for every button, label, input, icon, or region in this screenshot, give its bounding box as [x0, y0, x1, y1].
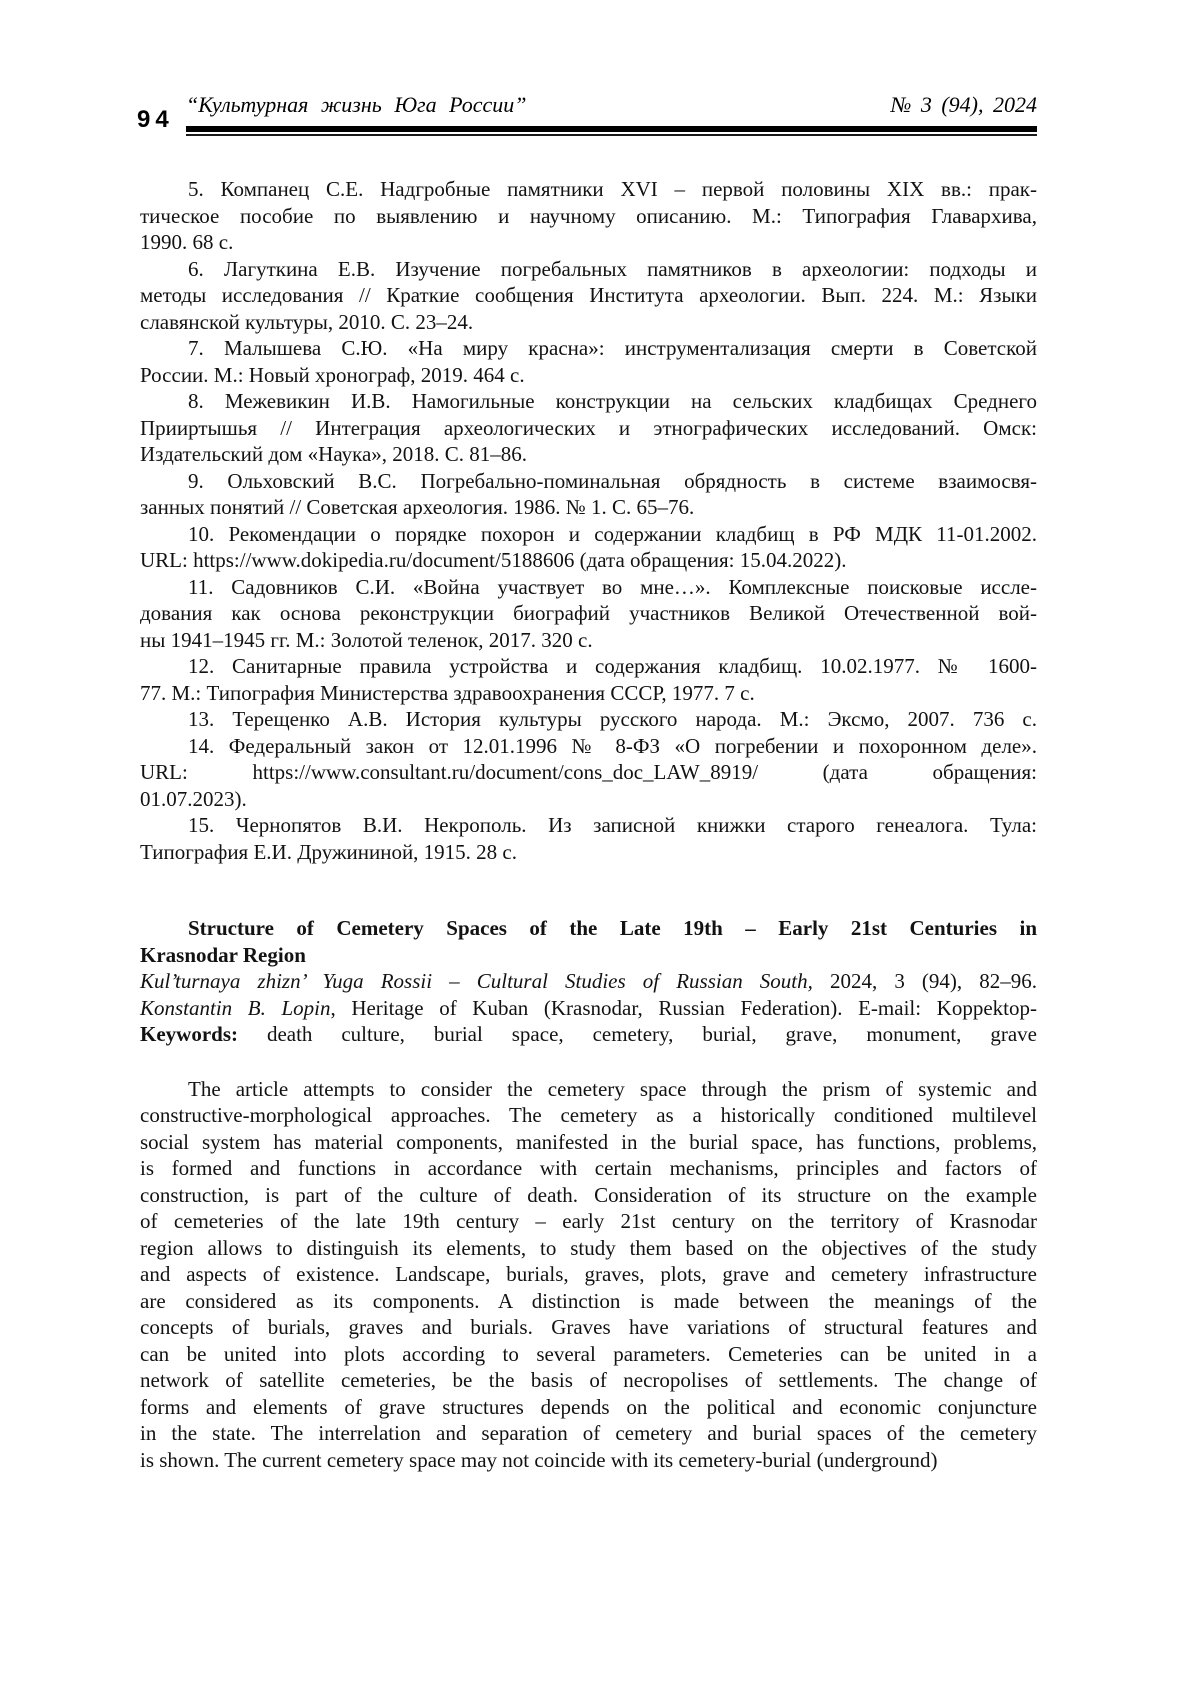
text-line: Krasnodar Region	[140, 942, 306, 967]
abstract-text	[140, 1076, 1037, 1474]
text-line: 5. Компанец С.Е. Надгробные памятники XVI – первой половины XIX вв.: прак-	[188, 177, 1037, 201]
italic-text: Kul’turnaya zhizn’ Yuga Rossii – Cultural Studies of Russian South,	[140, 969, 813, 993]
text-line: The article attempts to consider the cemetery space through the prism of systemic and	[188, 1076, 1037, 1101]
text-line: славянской культуры, 2010. С. 23–24.	[140, 309, 474, 334]
meta-paragraph	[140, 1021, 1037, 1048]
reference-item	[140, 256, 1037, 336]
plain-text: death culture, burial space, cemetery, burial, grave, monument, grave	[238, 1022, 1037, 1046]
text-line: Издательский дом «Наука», 2018. С. 81–86.	[140, 442, 528, 466]
reference-item	[140, 176, 1037, 256]
text-line: network of satellite cemeteries, be the basis of necropolises of settlements. The change of	[140, 1368, 1037, 1392]
text-line: Прииртышья // Интеграция археологических и этнографических исследований. Омск:	[140, 415, 1037, 440]
text-line: is formed and functions in accordance with certain mechanisms, principles and factors of	[140, 1156, 1037, 1180]
text-line: 15. Чернопятов В.И. Некрополь. Из записной книжки старого генеалога. Тула:	[188, 813, 1037, 837]
text-line: region allows to distinguish its elements, to study them based on the objectives of the study	[140, 1235, 1037, 1260]
text-line: concepts of burials, graves and burials. Graves have variations of structural features and	[140, 1315, 1037, 1339]
text-line: 10. Рекомендации о порядке похорон и содержании кладбищ в РФ МДК 11-01.2002.	[188, 521, 1037, 546]
header-rule-thick	[186, 126, 1037, 132]
english-abstract-section	[140, 915, 1037, 1048]
reference-item	[140, 468, 1037, 521]
text-line: are considered as its components. A distinction is made between the meanings of the	[140, 1288, 1037, 1313]
text-line: 77. М.: Типография Министерства здравоохранения СССР, 1977. 7 с.	[140, 680, 755, 705]
text-line: 1990. 68 с.	[140, 230, 234, 254]
text-line: 11. Садовников С.И. «Война участвует во мне…». Комплексные поисковые иссле-	[188, 574, 1037, 599]
text-line: construction, is part of the culture of death. Consideration of its structure on the example	[140, 1182, 1037, 1207]
page-number: 94	[137, 106, 174, 133]
text-line: constructive-morphological approaches. The cemetery as a historically conditioned multilevel	[140, 1103, 1037, 1127]
text-line: Типография Е.И. Дружининой, 1915. 28 с.	[140, 839, 518, 864]
text-line: 13. Терещенко А.В. История культуры русского народа. М.: Эксмо, 2007. 736 с.	[188, 707, 1037, 731]
reference-item	[140, 574, 1037, 654]
journal-title: “Культурная жизнь Юга России”	[186, 92, 527, 117]
reference-item	[140, 706, 1037, 733]
text-line: дования как основа реконструкции биографий участников Великой Отечественной вой-	[140, 601, 1037, 625]
text-line: 7. Малышева С.Ю. «На миру красна»: инструментализация смерти в Советской	[188, 336, 1037, 360]
header-rule-thin	[186, 134, 1037, 136]
reference-item	[140, 653, 1037, 706]
references-list	[140, 176, 1037, 865]
text-line	[140, 995, 1037, 1022]
plain-text: 2024, 3 (94), 82–96.	[812, 969, 1037, 993]
text-line: 01.07.2023).	[140, 786, 247, 811]
text-line: 12. Санитарные правила устройства и содержания кладбищ. 10.02.1977. № 1600-	[188, 654, 1037, 678]
issue-info: № 3 (94), 2024	[890, 92, 1037, 117]
text-line: тическое пособие по выявлению и научному описанию. М.: Типография Главархива,	[140, 203, 1037, 228]
header-rule	[186, 126, 1037, 136]
text-line: ны 1941–1945 гг. М.: Золотой теленок, 2017. 320 с.	[140, 627, 593, 652]
text-line: методы исследования // Краткие сообщения Института археологии. Вып. 224. М.: Языки	[140, 283, 1037, 307]
meta-paragraph	[140, 995, 1037, 1022]
text-line: 8. Межевикин И.В. Намогильные конструкции на сельских кладбищах Среднего	[188, 389, 1037, 413]
text-line: 6. Лагуткина Е.В. Изучение погребальных памятников в археологии: подходы и	[188, 256, 1037, 281]
text-line: России. М.: Новый хронограф, 2019. 464 с.	[140, 362, 525, 387]
text-line: is shown. The current cemetery space may not coincide with its cemetery-burial (underground)	[140, 1447, 938, 1472]
text-line: and aspects of existence. Landscape, burials, graves, plots, grave and cemetery infrastructure	[140, 1262, 1037, 1286]
text-line	[140, 968, 1037, 995]
text-line	[140, 1021, 1037, 1048]
reference-item	[140, 335, 1037, 388]
article-title-line-group	[140, 915, 1037, 968]
reference-item	[140, 388, 1037, 468]
reference-item	[140, 521, 1037, 574]
running-head	[186, 92, 1037, 118]
article-meta	[140, 968, 1037, 1048]
text-line: 14. Федеральный закон от 12.01.1996 № 8-ФЗ «О погребении и похоронном деле».	[188, 733, 1037, 758]
page-body	[140, 176, 1037, 1473]
text-line: занных понятий // Советская археология. 1986. № 1. С. 65–76.	[140, 495, 695, 519]
article-title-en	[140, 915, 1037, 968]
text-line: URL: https://www.dokipedia.ru/document/5188606 (дата обращения: 15.04.2022).	[140, 548, 847, 572]
reference-item	[140, 733, 1037, 813]
text-line: 9. Ольховский В.С. Погребально-поминальная обрядность в системе взаимосвя-	[188, 468, 1037, 493]
text-line: URL: https://www.consultant.ru/document/cons_doc_LAW_8919/ (дата обращения:	[140, 760, 1037, 784]
text-line: of cemeteries of the late 19th century – early 21st century on the territory of Krasnodar	[140, 1209, 1037, 1233]
plain-text: , Heritage of Kuban (Krasnodar, Russian Federation). E-mail: Koppektop-	[330, 995, 1037, 1020]
reference-item	[140, 812, 1037, 865]
meta-paragraph	[140, 968, 1037, 995]
text-line: forms and elements of grave structures depends on the political and economic conjuncture	[140, 1394, 1037, 1419]
italic-text: Konstantin B. Lopin	[140, 995, 331, 1020]
text-line: can be united into plots according to several parameters. Cemeteries can be united in a	[140, 1341, 1037, 1366]
text-line: in the state. The interrelation and separation of cemetery and burial spaces of the cemetery	[140, 1421, 1037, 1445]
text-line: Structure of Cemetery Spaces of the Late 19th – Early 21st Centuries in	[188, 916, 1037, 940]
bold-label: Keywords:	[140, 1022, 238, 1046]
text-line: social system has material components, manifested in the burial space, has functions, problems,	[140, 1129, 1037, 1154]
abstract-paragraph	[140, 1076, 1037, 1474]
